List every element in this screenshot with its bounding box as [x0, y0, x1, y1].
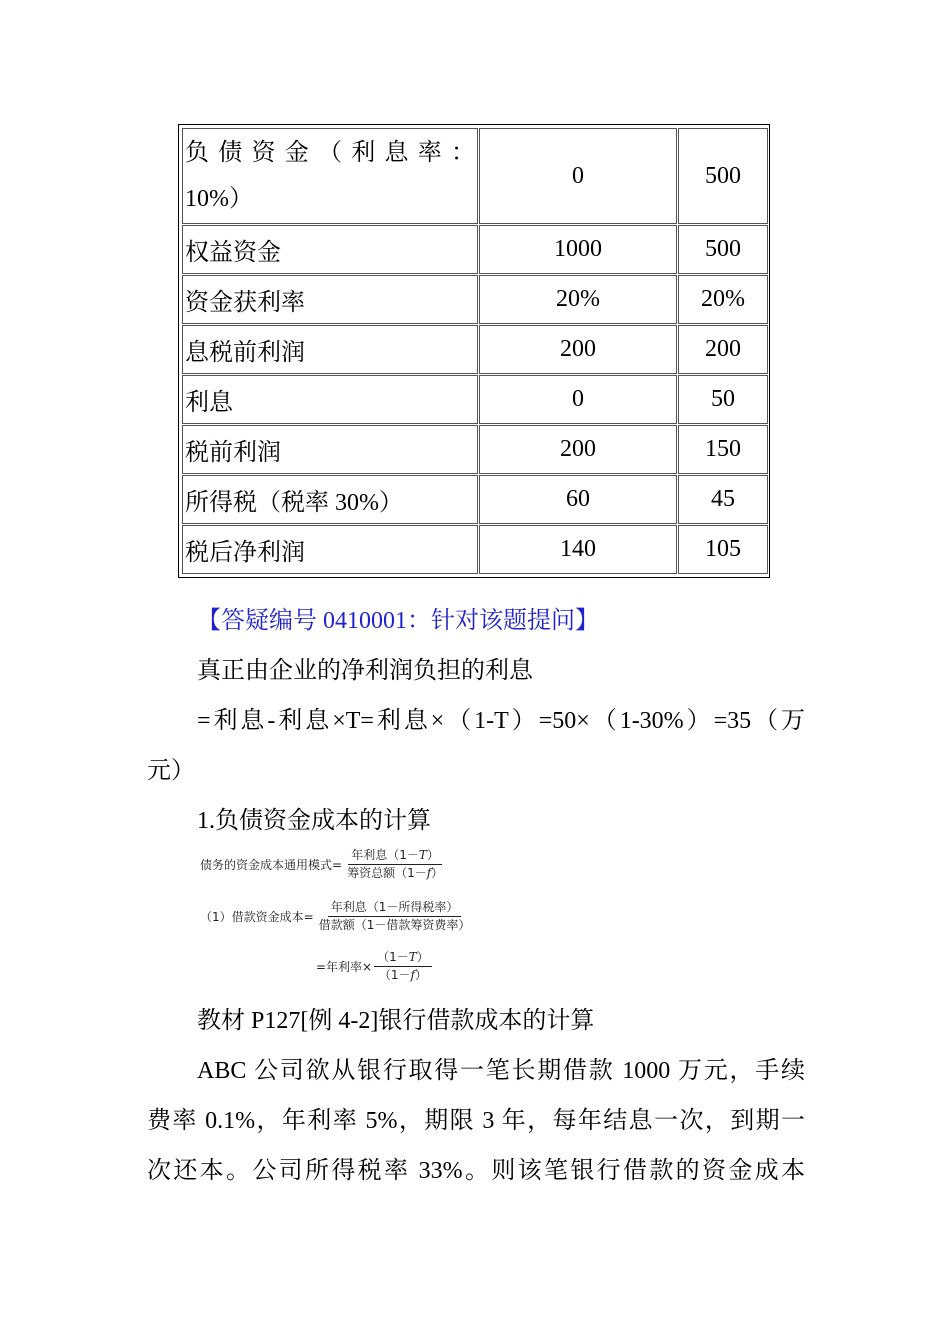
- table-cell-b: 200: [678, 325, 768, 374]
- table-cell-b: 20%: [678, 275, 768, 324]
- data-table-grid: [181, 127, 769, 575]
- table-cell-a: 0: [479, 128, 677, 224]
- paragraph-interest-burden: 真正由企业的净利润负担的利息: [197, 658, 533, 684]
- row-label-line2: 10%）: [185, 186, 253, 212]
- table-cell-a: 200: [479, 325, 677, 374]
- section-heading-debt-cost: 1.负债资金成本的计算: [197, 808, 431, 834]
- table-cell-label: 税后净利润: [182, 525, 478, 574]
- formula-prefix: 债务的资金成本通用模式=: [200, 858, 343, 872]
- row-label-line1: 负 债 资 金 （ 利 息 率 ：: [185, 140, 475, 166]
- paragraph-example-line3: 次还本。公司所得税率 33%。则该笔银行借款的资金成本: [147, 1158, 805, 1184]
- table-row: [182, 525, 768, 574]
- table-cell-a: 0: [479, 375, 677, 424]
- formula-numerator: 年利息（1－T）: [348, 848, 442, 865]
- paragraph-example-line1: ABC 公司欲从银行取得一笔长期借款 1000 万元，手续: [197, 1058, 805, 1084]
- table-cell-label: [182, 128, 478, 224]
- formula-loan-cost: [200, 900, 473, 933]
- table-cell-label: 权益资金: [182, 225, 478, 274]
- formula-prefix: （1）借款资金成本=: [200, 910, 314, 924]
- formula-fraction: [316, 900, 474, 933]
- formula-denominator: 筹资总额（1－f）: [347, 866, 444, 880]
- table-cell-b: 150: [678, 425, 768, 474]
- table-row: [182, 275, 768, 324]
- table-row: [182, 475, 768, 524]
- table-row: [182, 225, 768, 274]
- table-cell-a: 1000: [479, 225, 677, 274]
- table-cell-a: 60: [479, 475, 677, 524]
- formula-numerator: 年利息（1－所得税率）: [328, 900, 462, 917]
- paragraph-example-line2: 费率 0.1%，年利率 5%，期限 3 年，每年结息一次，到期一: [147, 1108, 805, 1134]
- table-cell-a: 140: [479, 525, 677, 574]
- table-cell-b: 45: [678, 475, 768, 524]
- table-row: [182, 325, 768, 374]
- formula-denominator: （1－f）: [378, 968, 428, 982]
- table-cell-b: 500: [678, 225, 768, 274]
- formula-fraction: [344, 848, 446, 881]
- table-cell-b: 500: [678, 128, 768, 224]
- paragraph-formula-line1: =利息-利息×T=利息×（1-T）=50×（1-30%）=35（万: [197, 708, 805, 734]
- table-cell-label: 息税前利润: [182, 325, 478, 374]
- formula-general-debt-cost: [200, 848, 446, 881]
- table-row: [182, 425, 768, 474]
- formula-fraction: [374, 950, 432, 983]
- table-cell-b: 50: [678, 375, 768, 424]
- paragraph-textbook-example: 教材 P127[例 4-2]银行借款成本的计算: [197, 1008, 595, 1034]
- table-row: [182, 128, 768, 224]
- formula-prefix: =年利率×: [316, 960, 373, 974]
- table-cell-label: 所得税（税率 30%）: [182, 475, 478, 524]
- table-cell-b: 105: [678, 525, 768, 574]
- formula-numerator: （1－T）: [374, 950, 432, 967]
- table-cell-a: 20%: [479, 275, 677, 324]
- qa-link[interactable]: 【答疑编号 0410001：针对该题提问】: [197, 608, 599, 634]
- table-cell-label: 资金获利率: [182, 275, 478, 324]
- table-row: [182, 375, 768, 424]
- formula-denominator: 借款额（1－借款筹资费率）: [318, 918, 471, 932]
- data-table: [178, 124, 770, 578]
- table-cell-label: 利息: [182, 375, 478, 424]
- table-cell-label: 税前利润: [182, 425, 478, 474]
- paragraph-formula-line2: 元）: [147, 758, 195, 784]
- table-cell-a: 200: [479, 425, 677, 474]
- formula-loan-cost-simplified: [316, 950, 432, 983]
